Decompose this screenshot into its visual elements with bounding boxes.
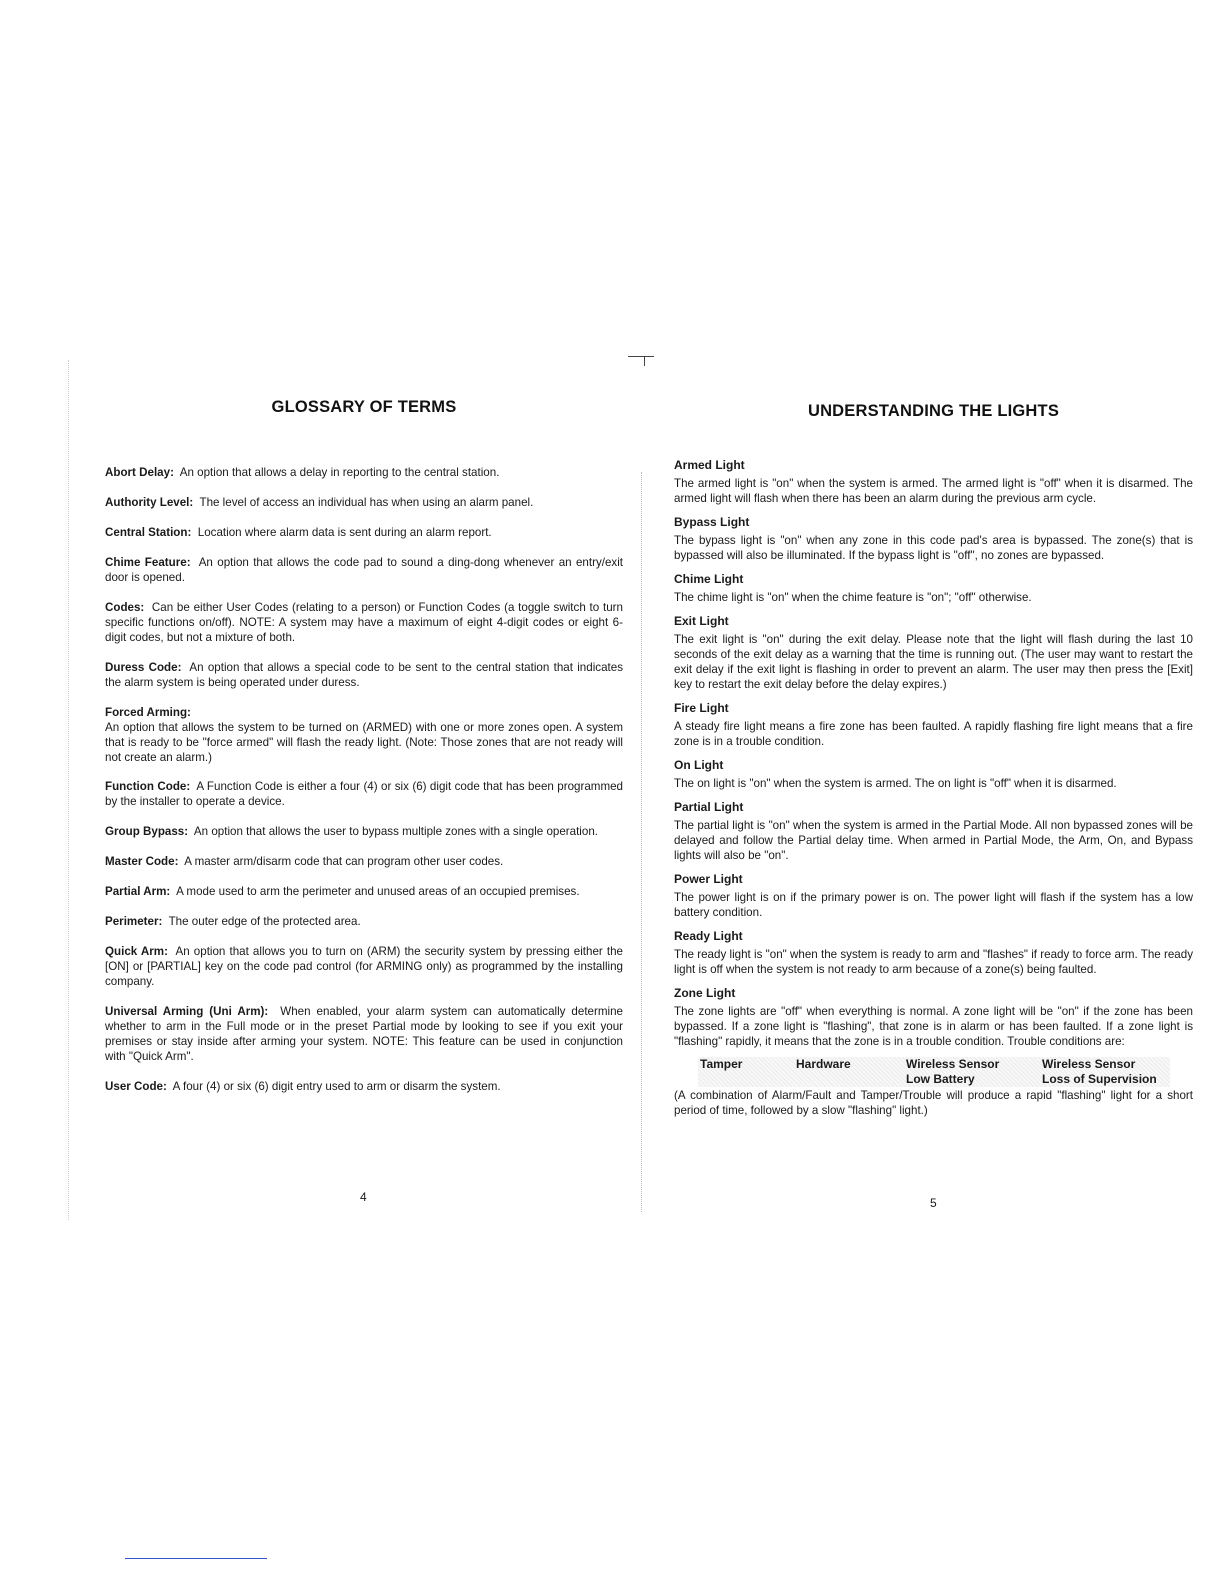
term-name: Partial Arm:	[105, 885, 171, 898]
light-entry	[674, 514, 1193, 563]
light-description: The armed light is "on" when the system is armed. The armed light is "off" when it is disarmed. The armed light will flash when there has been an alarm during the previous arm cycle.	[674, 477, 1193, 505]
page-number-right: 5	[930, 1196, 937, 1210]
light-title: Fire Light	[674, 701, 729, 715]
light-entry	[674, 757, 1193, 791]
condition-cell	[698, 1072, 794, 1087]
term-name: Authority Level:	[105, 496, 194, 509]
glossary-entry	[105, 705, 623, 765]
glossary-entry	[105, 914, 623, 929]
term-definition: An option that allows you to turn on (ARM) the security system by pressing either the [ON] or [PARTIAL] key on the code pad control (for ARMING only) as programmed by the installing company.	[105, 945, 624, 988]
term-definition: Location where alarm data is sent during an alarm report.	[197, 526, 492, 539]
light-title: Zone Light	[674, 986, 736, 1000]
light-description: The zone lights are "off" when everything is normal. A zone light will be "on" if the zone has been bypassed. If a zone light is "flashing", that zone is in alarm or has been faulted. If a zone light is "flashing" rapidly, it means that the zone is in a trouble condition. Trouble conditions are:	[674, 1005, 1193, 1048]
condition-cell: Low Battery	[906, 1072, 975, 1086]
term-name: Central Station:	[105, 526, 192, 539]
glossary-entry	[105, 1079, 623, 1094]
light-description: The ready light is "on" when the system is ready to arm and "flashes" if ready to force arm. The ready light is off when the system is not ready to arm because of a zone(s) being faulted.	[674, 948, 1193, 976]
light-description: The on light is "on" when the system is armed. The on light is "off" when it is disarmed.	[674, 777, 1117, 790]
footer-rule	[125, 1558, 267, 1559]
light-title: Partial Light	[674, 800, 744, 814]
trouble-note: (A combination of Alarm/Fault and Tamper/Trouble will produce a rapid "flashing" light for a short period of time, followed by a slow "flashing" light.)	[674, 1089, 1193, 1117]
term-definition: The level of access an individual has when using an alarm panel.	[199, 496, 534, 509]
term-name: Chime Feature:	[105, 556, 191, 569]
term-name: Abort Delay:	[105, 466, 174, 479]
condition-cell: Hardware	[796, 1057, 851, 1071]
term-name: Master Code:	[105, 855, 179, 868]
term-definition: An option that allows a special code to be sent to the central station that indicates the alarm system is being operated under duress.	[105, 661, 623, 689]
glossary-entry	[105, 525, 623, 540]
term-definition: An option that allows a delay in reporting to the central station.	[179, 466, 500, 479]
term-definition: Can be either User Codes (relating to a person) or Function Codes (a toggle switch to turn specific functions on/off). NOTE: A system may have a maximum of eight 4-digit codes or eight 6- digit codes, but not a mixture of both.	[105, 601, 623, 644]
right-page-lights	[674, 402, 1193, 1118]
glossary-entry	[105, 854, 623, 869]
term-name: Universal Arming (Uni Arm):	[105, 1005, 269, 1018]
light-title: Exit Light	[674, 614, 729, 628]
glossary-entry	[105, 495, 623, 510]
term-definition: An option that allows the system to be turned on (ARMED) with one or more zones open. A system that is ready to be "force armed" will flash the ready light. (Note: Those zones that are not ready will not create an alarm.)	[105, 721, 623, 764]
light-title: Ready Light	[674, 929, 743, 943]
condition-cell: Wireless Sensor	[1042, 1057, 1136, 1071]
term-name: Duress Code:	[105, 661, 182, 674]
term-name: Forced Arming:	[105, 706, 191, 719]
light-entry	[674, 928, 1193, 977]
light-description: A steady fire light means a fire zone has been faulted. A rapidly flashing fire light means that a fire zone is in a trouble condition.	[674, 720, 1193, 748]
light-entry	[674, 571, 1193, 605]
condition-cell	[794, 1072, 904, 1087]
glossary-entry	[105, 779, 623, 809]
light-entry	[674, 457, 1193, 506]
trouble-conditions-table	[698, 1057, 1170, 1087]
term-name: Function Code:	[105, 780, 191, 793]
condition-cell: Tamper	[700, 1057, 743, 1071]
term-name: Perimeter:	[105, 915, 163, 928]
glossary-entry	[105, 555, 623, 585]
light-description: The chime light is "on" when the chime feature is "on"; "off" otherwise.	[674, 591, 1032, 604]
light-entry	[674, 985, 1193, 1049]
light-description: The exit light is "on" during the exit delay. Please note that the light will flash during the last 10 seconds of the exit delay as a warning that the time is running out. (The user may want to restart the exit delay if the exit light is flashing in order to prevent an alarm. The user may then press the [Exit] key to restart the exit delay before the delay expires.)	[674, 633, 1193, 691]
term-definition: A mode used to arm the perimeter and unused areas of an occupied premises.	[176, 885, 580, 898]
light-title: Power Light	[674, 872, 743, 886]
light-description: The power light is on if the primary power is on. The power light will flash if the system has a low battery condition.	[674, 891, 1193, 919]
glossary-entry	[105, 884, 623, 899]
light-entry	[674, 613, 1193, 692]
term-name: User Code:	[105, 1080, 167, 1093]
glossary-entry	[105, 1004, 623, 1064]
light-entry	[674, 700, 1193, 749]
light-title: Armed Light	[674, 458, 745, 472]
term-definition: A master arm/disarm code that can program other user codes.	[184, 855, 504, 868]
left-page-glossary	[105, 398, 623, 1109]
term-name: Group Bypass:	[105, 825, 189, 838]
lights-title: UNDERSTANDING THE LIGHTS	[807, 402, 1060, 420]
light-title: Bypass Light	[674, 515, 750, 529]
light-title: Chime Light	[674, 572, 744, 586]
glossary-title: GLOSSARY OF TERMS	[271, 398, 457, 416]
crop-mark	[628, 356, 654, 368]
light-entry	[674, 799, 1193, 863]
glossary-entry	[105, 660, 623, 690]
glossary-entry	[105, 944, 623, 989]
term-definition: A four (4) or six (6) digit entry used to arm or disarm the system.	[172, 1080, 501, 1093]
term-definition: An option that allows the code pad to sound a ding-dong whenever an entry/exit door is opened.	[105, 556, 623, 584]
term-definition: A Function Code is either a four (4) or six (6) digit code that has been programmed by the installer to operate a device.	[105, 780, 623, 808]
glossary-entry	[105, 600, 623, 645]
condition-cell: Loss of Supervision	[1042, 1072, 1157, 1086]
glossary-entry	[105, 465, 623, 480]
term-definition: An option that allows the user to bypass multiple zones with a single operation.	[193, 825, 599, 838]
page-number-left: 4	[360, 1190, 367, 1204]
glossary-entry	[105, 824, 623, 839]
term-definition: When enabled, your alarm system can automatically determine whether to arm in the Full mode or in the preset Partial mode by looking to see if you exit your premises or stay inside after arming your system. NOTE: This feature can be used in conjunction with "Quick Arm".	[105, 1005, 623, 1063]
light-entry	[674, 871, 1193, 920]
binding-edge	[68, 360, 69, 1220]
term-name: Codes:	[105, 601, 145, 614]
light-description: The partial light is "on" when the system is armed in the Partial Mode. All non bypassed zones will be delayed and follow the Partial delay time. When armed in Partial Mode, the Arm, On, and Bypass lights will also be "on".	[674, 819, 1193, 862]
light-title: On Light	[674, 758, 724, 772]
condition-cell: Wireless Sensor	[906, 1057, 1000, 1071]
term-definition: The outer edge of the protected area.	[168, 915, 361, 928]
fold-line	[641, 472, 642, 1212]
light-description: The bypass light is "on" when any zone in this code pad's area is bypassed. The zone(s) that is bypassed will also be illuminated. If the bypass light is "off", no zones are bypassed.	[674, 534, 1193, 562]
term-name: Quick Arm:	[105, 945, 168, 958]
